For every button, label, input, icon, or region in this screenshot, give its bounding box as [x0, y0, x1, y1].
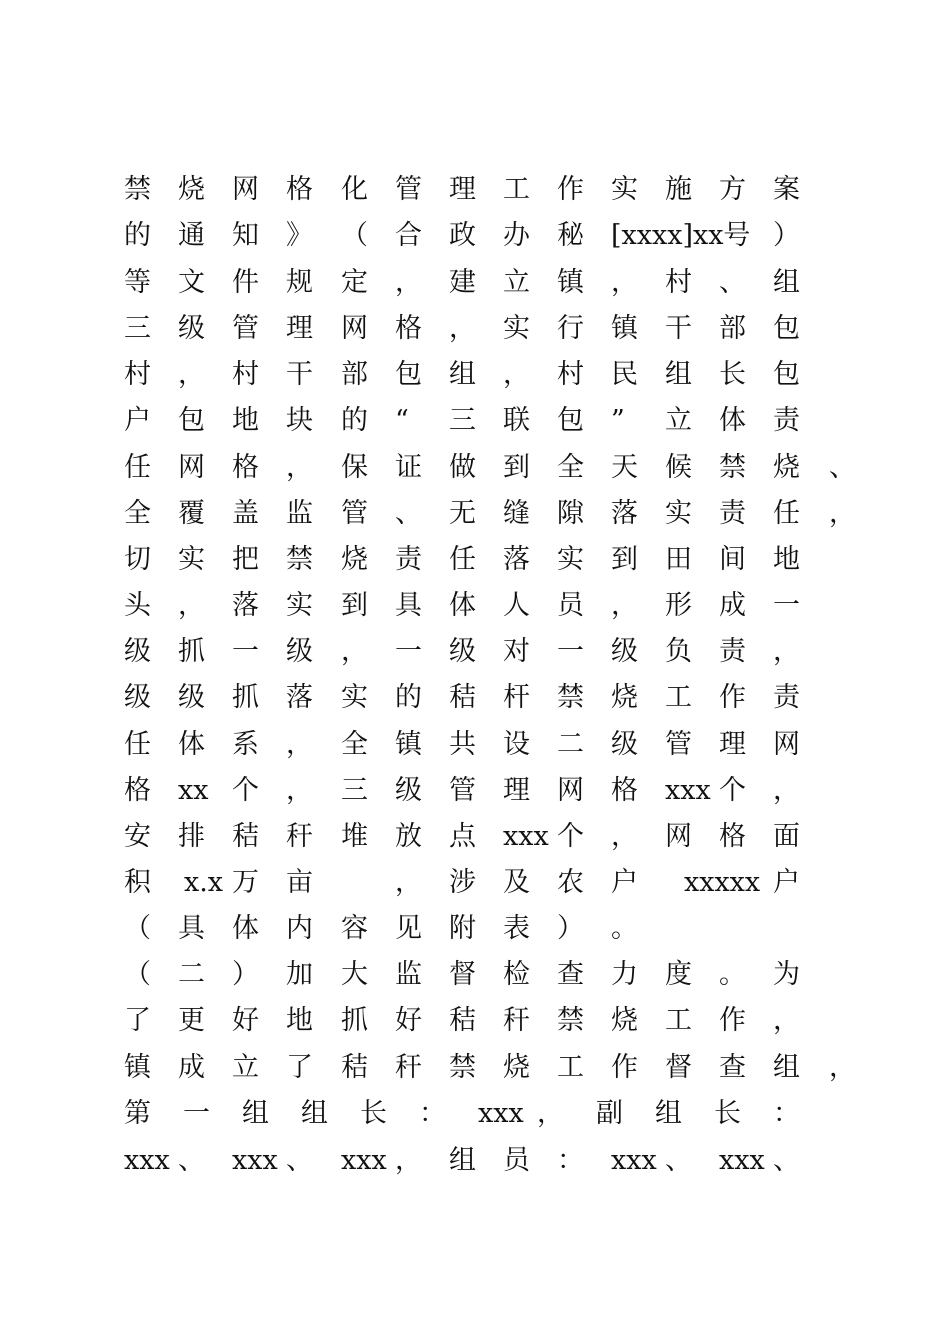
text-glyph: 体: [178, 729, 205, 760]
text-glyph: 度: [665, 959, 692, 990]
text-glyph: 村: [557, 359, 584, 390]
text-glyph: 容: [341, 913, 368, 944]
text-glyph: 体: [232, 913, 259, 944]
text-glyph: ）: [773, 220, 800, 251]
text-glyph: 候: [665, 452, 692, 483]
text-glyph: 任: [124, 452, 151, 483]
text-glyph: 对: [503, 636, 530, 667]
text-glyph: ，: [395, 867, 422, 898]
text-glyph: ，: [829, 1052, 856, 1083]
text-glyph: 成: [719, 590, 746, 621]
text-glyph: 到: [503, 452, 530, 483]
text-glyph: 户: [773, 867, 800, 898]
text-glyph: 负: [665, 636, 692, 667]
text-glyph: 方: [719, 174, 746, 205]
text-glyph: 级: [178, 682, 205, 713]
text-glyph: 内: [286, 913, 313, 944]
text-glyph: 地: [286, 1005, 313, 1036]
text-glyph: 抓: [341, 1005, 368, 1036]
text-glyph: 格: [395, 313, 422, 344]
text-glyph: 秘: [557, 220, 584, 251]
text-glyph: 落: [503, 544, 530, 575]
text-glyph: 管: [232, 313, 259, 344]
text-glyph: 点: [449, 821, 476, 852]
text-glyph: 秸: [341, 1052, 368, 1083]
text-glyph: 及: [503, 867, 530, 898]
text-glyph: 做: [449, 452, 476, 483]
text-glyph: 镇: [611, 313, 638, 344]
text-glyph: 个: [557, 821, 584, 852]
text-glyph: 禁: [124, 174, 151, 205]
text-glyph: 二: [178, 959, 205, 990]
text-glyph: 责: [719, 636, 746, 667]
text-glyph: 、: [178, 1145, 205, 1176]
text-glyph: 体: [719, 405, 746, 436]
text-glyph: ，: [829, 498, 856, 529]
text-glyph: 的: [341, 405, 368, 436]
text-glyph: 长: [719, 359, 746, 390]
text-glyph: ，: [773, 1005, 800, 1036]
text-glyph: 头: [124, 590, 151, 621]
text-glyph: 组: [449, 359, 476, 390]
text-glyph: ，: [286, 452, 313, 483]
text-glyph: 格: [719, 821, 746, 852]
text-glyph: 大: [341, 959, 368, 990]
text-glyph: 干: [286, 359, 313, 390]
text-glyph: 具: [395, 590, 422, 621]
text-glyph: 实: [611, 174, 638, 205]
text-glyph: 把: [232, 544, 259, 575]
text-glyph: 案: [773, 174, 800, 205]
text-glyph: （: [124, 959, 151, 990]
text-glyph: 查: [557, 959, 584, 990]
text-glyph: 格: [232, 452, 259, 483]
text-glyph: 理: [286, 313, 313, 344]
text-glyph: 禁: [719, 452, 746, 483]
text-glyph: 镇: [124, 1052, 151, 1083]
text-glyph: 烧: [611, 682, 638, 713]
text-glyph: 缝: [503, 498, 530, 529]
text-glyph: ，: [395, 1145, 422, 1176]
text-glyph: 件: [232, 267, 259, 298]
text-glyph: 堆: [341, 821, 368, 852]
text-glyph: 落: [232, 590, 259, 621]
text-glyph: 施: [665, 174, 692, 205]
text-glyph: 具: [178, 913, 205, 944]
text-glyph: ，: [178, 359, 205, 390]
text-glyph: xxxxx: [684, 867, 761, 898]
text-glyph: 合: [395, 220, 422, 251]
text-glyph: 、: [665, 1145, 692, 1176]
text-glyph: 为: [773, 959, 800, 990]
text-glyph: 盖: [232, 498, 259, 529]
text-glyph: 通: [178, 220, 205, 251]
text-glyph: 个: [232, 775, 259, 806]
text-glyph: 镇: [395, 729, 422, 760]
text-glyph: 烧: [773, 452, 800, 483]
text-glyph: 办: [503, 220, 530, 251]
text-glyph: 三: [124, 313, 151, 344]
text-glyph: 组: [773, 267, 800, 298]
text-glyph: 禁: [557, 1005, 584, 1036]
text-glyph: 网: [232, 174, 259, 205]
text-glyph: （: [341, 220, 368, 251]
text-glyph: 一: [395, 636, 422, 667]
text-glyph: 。: [611, 913, 638, 944]
text-glyph: 人: [503, 590, 530, 621]
text-glyph: 户: [611, 867, 638, 898]
text-glyph: 全: [557, 452, 584, 483]
text-glyph: 禁: [557, 682, 584, 713]
text-glyph: 理: [449, 174, 476, 205]
text-glyph: 管: [341, 498, 368, 529]
text-glyph: ，: [773, 636, 800, 667]
text-glyph: 网: [665, 821, 692, 852]
text-glyph: xx: [178, 775, 209, 806]
text-glyph: x.x: [184, 867, 224, 898]
text-glyph: 三: [449, 405, 476, 436]
text-glyph: 到: [611, 544, 638, 575]
text-glyph: 村: [124, 359, 151, 390]
text-glyph: 烧: [178, 174, 205, 205]
text-glyph: 的: [124, 220, 151, 251]
text-glyph: 任: [124, 729, 151, 760]
text-glyph: 抓: [232, 682, 259, 713]
text-glyph: 级: [286, 636, 313, 667]
text-glyph: ：: [557, 1145, 584, 1176]
text-glyph: 见: [395, 913, 422, 944]
text-glyph: 、: [773, 1145, 800, 1176]
text-glyph: 间: [719, 544, 746, 575]
text-glyph: xxx: [478, 1098, 524, 1129]
text-glyph: 了: [286, 1052, 313, 1083]
text-glyph: 级: [395, 775, 422, 806]
text-glyph: 安: [124, 821, 151, 852]
text-glyph: xxx: [611, 1145, 657, 1176]
text-glyph: ，: [611, 267, 638, 298]
text-glyph: 责: [719, 498, 746, 529]
text-glyph: 加: [286, 959, 313, 990]
text-glyph: （: [124, 913, 151, 944]
text-glyph: 村: [232, 359, 259, 390]
text-glyph: 级: [124, 682, 151, 713]
text-glyph: 落: [286, 682, 313, 713]
text-glyph: 保: [341, 452, 368, 483]
text-glyph: 级: [611, 729, 638, 760]
text-glyph: 民: [611, 359, 638, 390]
text-glyph: 秸: [232, 821, 259, 852]
text-glyph: ，: [537, 1098, 564, 1129]
text-glyph: ，: [341, 636, 368, 667]
text-glyph: 监: [395, 959, 422, 990]
text-glyph: 督: [449, 959, 476, 990]
text-glyph: 部: [719, 313, 746, 344]
text-glyph: 网: [178, 452, 205, 483]
text-glyph: 工: [665, 682, 692, 713]
text-glyph: 体: [449, 590, 476, 621]
text-glyph: 了: [124, 1005, 151, 1036]
text-glyph: 格: [124, 775, 151, 806]
text-glyph: xxx: [503, 821, 549, 852]
text-glyph: 包: [773, 313, 800, 344]
text-glyph: 隙: [557, 498, 584, 529]
text-glyph: 组: [301, 1098, 328, 1129]
text-glyph: 秸: [449, 1005, 476, 1036]
text-glyph: 一: [773, 590, 800, 621]
text-glyph: 秸: [449, 682, 476, 713]
text-glyph: 组: [449, 1145, 476, 1176]
text-glyph: 包: [773, 359, 800, 390]
text-glyph: 网: [557, 775, 584, 806]
text-glyph: 包: [557, 405, 584, 436]
text-glyph: 包: [178, 405, 205, 436]
text-glyph: xxx: [124, 1145, 170, 1176]
text-glyph: 全: [341, 729, 368, 760]
text-glyph: 更: [178, 1005, 205, 1036]
text-glyph: xxx: [341, 1145, 387, 1176]
text-glyph: 责: [395, 544, 422, 575]
text-glyph: 定: [341, 267, 368, 298]
text-glyph: 级: [611, 636, 638, 667]
text-glyph: xxx: [665, 775, 711, 806]
text-glyph: 责: [773, 682, 800, 713]
text-glyph: ，: [611, 590, 638, 621]
text-glyph: ：: [419, 1098, 446, 1129]
text-glyph: 作: [719, 682, 746, 713]
text-glyph: ）: [557, 913, 584, 944]
text-glyph: ）: [232, 959, 259, 990]
text-glyph: 实: [557, 544, 584, 575]
text-glyph: 一: [232, 636, 259, 667]
text-glyph: 一: [183, 1098, 210, 1129]
text-glyph: 落: [611, 498, 638, 529]
text-glyph: ，: [178, 590, 205, 621]
text-glyph: 查: [719, 1052, 746, 1083]
text-glyph: ，: [773, 775, 800, 806]
text-glyph: 包: [395, 359, 422, 390]
text-glyph: 立: [665, 405, 692, 436]
text-glyph: xxx: [232, 1145, 278, 1176]
text-glyph: 规: [286, 267, 313, 298]
text-glyph: 无: [449, 498, 476, 529]
text-glyph: 管: [665, 729, 692, 760]
text-glyph: 立: [232, 1052, 259, 1083]
text-glyph: 实: [341, 682, 368, 713]
text-glyph: 涉: [449, 867, 476, 898]
text-glyph: 网: [341, 313, 368, 344]
text-glyph: “: [395, 405, 409, 436]
text-glyph: 烧: [611, 1005, 638, 1036]
text-glyph: ，: [286, 729, 313, 760]
text-glyph: 禁: [449, 1052, 476, 1083]
text-glyph: 全: [124, 498, 151, 529]
text-glyph: 地: [773, 544, 800, 575]
text-glyph: 面: [773, 821, 800, 852]
text-glyph: 天: [611, 452, 638, 483]
text-glyph: 知: [232, 220, 259, 251]
text-glyph: 共: [449, 729, 476, 760]
text-glyph: 杆: [503, 682, 530, 713]
text-glyph: 放: [395, 821, 422, 852]
text-glyph: 秆: [395, 1052, 422, 1083]
text-glyph: 个: [719, 775, 746, 806]
text-glyph: ，: [611, 821, 638, 852]
text-glyph: 组: [655, 1098, 682, 1129]
text-glyph: 覆: [178, 498, 205, 529]
text-glyph: 行: [557, 313, 584, 344]
text-glyph: 联: [503, 405, 530, 436]
text-glyph: 农: [557, 867, 584, 898]
text-glyph: 好: [232, 1005, 259, 1036]
text-glyph: 等: [124, 267, 151, 298]
text-glyph: 组: [242, 1098, 269, 1129]
text-glyph: 立: [503, 267, 530, 298]
text-glyph: 化: [341, 174, 368, 205]
text-glyph: ，: [449, 313, 476, 344]
text-glyph: 副: [596, 1098, 623, 1129]
text-glyph: 》: [286, 220, 313, 251]
text-glyph: 到: [341, 590, 368, 621]
text-glyph: 烧: [341, 544, 368, 575]
text-glyph: 的: [395, 682, 422, 713]
text-glyph: 理: [719, 729, 746, 760]
text-glyph: 实: [665, 498, 692, 529]
text-glyph: 任: [773, 498, 800, 529]
text-glyph: 网: [773, 729, 800, 760]
text-glyph: 格: [286, 174, 313, 205]
text-glyph: 成: [178, 1052, 205, 1083]
text-glyph: 监: [286, 498, 313, 529]
text-glyph: 工: [665, 1005, 692, 1036]
text-glyph: xxx: [719, 1145, 765, 1176]
text-glyph: 万: [232, 867, 259, 898]
text-glyph: 、: [395, 498, 422, 529]
text-glyph: ”: [611, 405, 625, 436]
text-glyph: ，: [395, 267, 422, 298]
text-glyph: 第: [124, 1098, 151, 1129]
text-glyph: 附: [449, 913, 476, 944]
text-glyph: 排: [178, 821, 205, 852]
text-glyph: [xxxx]xx号: [611, 220, 751, 251]
text-glyph: 工: [557, 1052, 584, 1083]
text-glyph: 证: [395, 452, 422, 483]
text-glyph: 作: [557, 174, 584, 205]
text-glyph: 抓: [178, 636, 205, 667]
text-glyph: 级: [124, 636, 151, 667]
text-glyph: 员: [557, 590, 584, 621]
text-glyph: 二: [557, 729, 584, 760]
text-glyph: 政: [449, 220, 476, 251]
text-glyph: 形: [665, 590, 692, 621]
text-glyph: 作: [719, 1005, 746, 1036]
text-glyph: 员: [503, 1145, 530, 1176]
text-glyph: 管: [395, 174, 422, 205]
text-glyph: 地: [232, 405, 259, 436]
text-glyph: 亩: [286, 867, 313, 898]
text-glyph: 积: [124, 867, 151, 898]
text-glyph: 、: [286, 1145, 313, 1176]
text-glyph: 秆: [503, 1005, 530, 1036]
text-glyph: 组: [773, 1052, 800, 1083]
text-glyph: 文: [178, 267, 205, 298]
text-glyph: 长: [360, 1098, 387, 1129]
text-glyph: 好: [395, 1005, 422, 1036]
text-glyph: 部: [341, 359, 368, 390]
text-glyph: 实: [286, 590, 313, 621]
text-glyph: 。: [719, 959, 746, 990]
text-glyph: 、: [719, 267, 746, 298]
text-glyph: 块: [286, 405, 313, 436]
text-glyph: 镇: [557, 267, 584, 298]
text-glyph: 实: [178, 544, 205, 575]
text-glyph: 组: [665, 359, 692, 390]
text-glyph: 检: [503, 959, 530, 990]
text-glyph: 一: [557, 636, 584, 667]
text-glyph: 作: [611, 1052, 638, 1083]
text-glyph: 烧: [503, 1052, 530, 1083]
text-glyph: 工: [503, 174, 530, 205]
text-glyph: 任: [449, 544, 476, 575]
text-glyph: 管: [449, 775, 476, 806]
text-glyph: 系: [232, 729, 259, 760]
text-glyph: ，: [503, 359, 530, 390]
text-glyph: 力: [611, 959, 638, 990]
text-glyph: 秆: [286, 821, 313, 852]
text-glyph: 村: [665, 267, 692, 298]
text-glyph: 户: [124, 405, 151, 436]
text-glyph: 理: [503, 775, 530, 806]
text-glyph: 切: [124, 544, 151, 575]
text-glyph: 长: [714, 1098, 741, 1129]
text-glyph: 责: [773, 405, 800, 436]
text-glyph: 、: [829, 452, 856, 483]
text-glyph: 督: [665, 1052, 692, 1083]
text-glyph: 实: [503, 313, 530, 344]
text-glyph: 建: [449, 267, 476, 298]
text-glyph: 干: [665, 313, 692, 344]
text-glyph: ：: [773, 1098, 800, 1129]
text-glyph: ，: [286, 775, 313, 806]
text-glyph: 格: [611, 775, 638, 806]
text-glyph: 设: [503, 729, 530, 760]
text-glyph: 三: [341, 775, 368, 806]
text-glyph: 表: [503, 913, 530, 944]
text-glyph: 级: [178, 313, 205, 344]
text-glyph: 田: [665, 544, 692, 575]
text-glyph: 级: [449, 636, 476, 667]
text-glyph: 禁: [286, 544, 313, 575]
